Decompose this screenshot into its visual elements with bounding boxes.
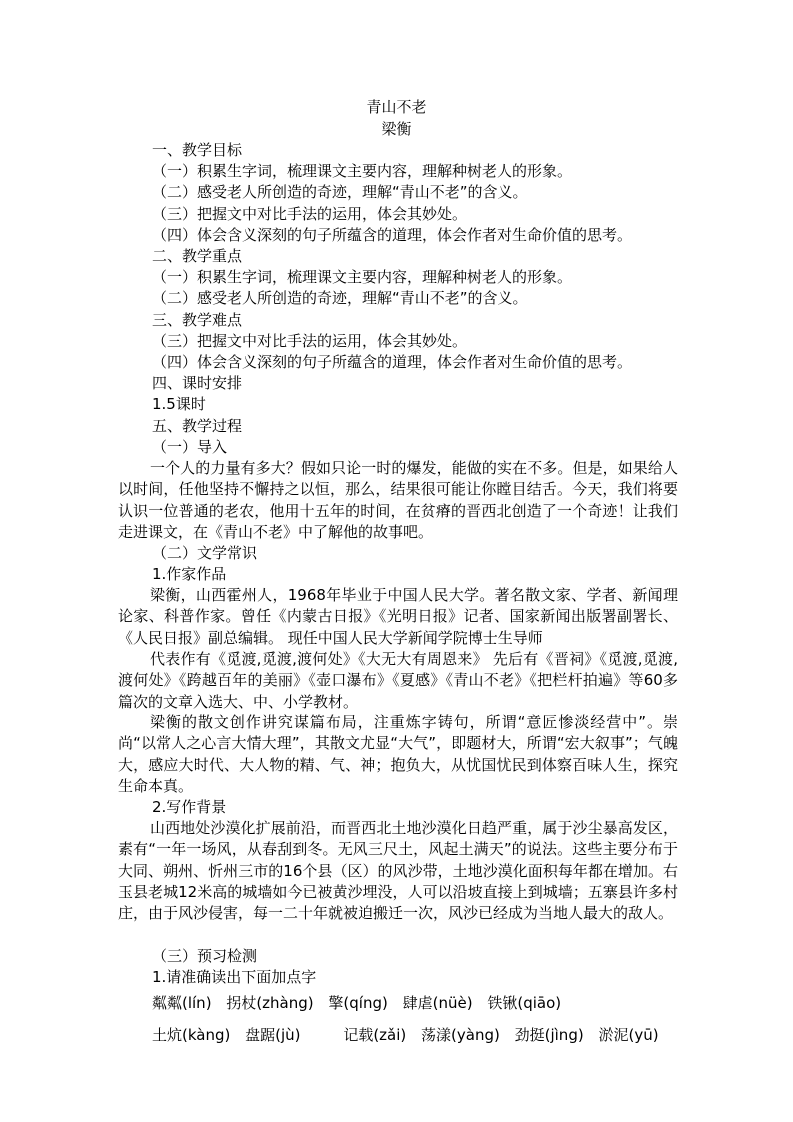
objective-item: （二）感受老人所创造的奇迹，理解“青山不老”的含义。 [152, 183, 528, 201]
objective-item: （三）把握文中对比手法的运用，体会其妙处。 [152, 205, 468, 223]
document-title: 青山不老 [366, 98, 427, 116]
objective-item: （四）体会含义深刻的句子所蕴含的道理，体会作者对生命价值的思考。 [152, 226, 633, 244]
key-point-item: （一）积累生字词，梳理课文主要内容，理解种树老人的形象。 [152, 268, 573, 286]
schedule-text: 1.5课时 [152, 395, 206, 413]
sub-heading-background: 2.写作背景 [152, 798, 227, 816]
intro-paragraph: 一个人的力量有多大？假如只论一时的爆发，能做的实在不多。但是，如果给人以时间，任他坚持不懈持之以恒，那么，结果很可能让你瞠目结舌。今天，我们将要认识一位普通的老农，他用十五年的时间，在贫瘠的晋西北创造了一个奇迹！让我们走进课文，在《青山不老》中了解他的故事吧。 [118, 459, 678, 541]
pinyin-item: 荡漾(yàng) [421, 1026, 500, 1044]
pinyin-item: 肆虐(nüè) [402, 994, 473, 1012]
objective-item: （一）积累生字词，梳理课文主要内容，理解种树老人的形象。 [152, 162, 573, 180]
section-heading-schedule: 四、课时安排 [152, 374, 243, 392]
pinyin-item: 擎(qíng) [328, 994, 388, 1012]
author-bio-paragraph: 梁衡，山西霍州人，1968年毕业于中国人民大学。著名散文家、学者、新闻理论家、科普作家。曾任《内蒙古日报》《光明日报》记者、国家新闻出版署副署长、《人民日报》副总编辑。 现任中国人民大学新闻学院博士生导师 [118, 586, 678, 647]
key-point-item: （二）感受老人所创造的奇迹，理解“青山不老”的含义。 [152, 289, 528, 307]
section-heading-difficulties: 三、教学难点 [152, 311, 243, 329]
pinyin-item: 铁锹(qiāo) [487, 994, 562, 1012]
section-heading-key-points: 二、教学重点 [152, 247, 243, 265]
background-paragraph: 山西地处沙漠化扩展前沿，而晋西北土地沙漠化日趋严重，属于沙尘暴高发区，素有“一年一场风，从春刮到冬。无风三尺土，风起土满天”的说法。这些主要分布于大同、朔州、忻州三市的16个县（区）的风沙带，土地沙漠化面积每年都在增加。右玉县老城12米高的城墙如今已被黄沙埋没，人可以沿坡直接上到城墙；五寨县许多村庄，由于风沙侵害，每一二十年就被迫搬迁一次，风沙已经成为当地人最大的敌人。 [118, 819, 678, 923]
section-heading-process: 五、教学过程 [152, 417, 243, 435]
document-author: 梁衡 [381, 120, 412, 138]
sub-heading-author-works: 1.作家作品 [152, 565, 227, 583]
section-heading-objectives: 一、教学目标 [152, 141, 243, 159]
pinyin-row [152, 992, 571, 1014]
subsection-heading-preview: （三）预习检测 [152, 947, 258, 965]
works-paragraph: 代表作有《觅渡,觅渡,渡何处》《大无大有周恩来》 先后有《晋祠》《觅渡,觅渡,渡何处》《跨越百年的美丽》《壶口瀑布》《夏感》《青山不老》《把栏杆拍遍》等60多篇次的文章入选大、中、小学教材。 [118, 650, 678, 711]
pinyin-item: 粼粼(lín) [152, 994, 212, 1012]
subsection-heading-intro: （一）导入 [152, 438, 228, 456]
difficulty-item: （三）把握文中对比手法的运用，体会其妙处。 [152, 332, 468, 350]
sub-heading-pronunciation: 1.请准确读出下面加点字 [152, 968, 317, 986]
pinyin-item: 淤泥(yū) [598, 1026, 659, 1044]
subsection-heading-literary: （二）文学常识 [152, 544, 258, 562]
difficulty-item: （四）体会含义深刻的句子所蕴含的道理，体会作者对生命价值的思考。 [152, 353, 633, 371]
pinyin-item: 盘踞(jù) [245, 1026, 301, 1044]
pinyin-item: 土炕(kàng) [152, 1026, 231, 1044]
pinyin-row [152, 1024, 669, 1046]
pinyin-item: 记载(zǎi) [343, 1026, 407, 1044]
style-paragraph: 梁衡的散文创作讲究谋篇布局，注重炼字铸句，所谓“意匠惨淡经营中”。崇尚“以常人之心言大情大理”，其散文尤显“大气”，即题材大，所谓“宏大叙事”；气魄大，感应大时代、大人物的精、气、神；抱负大，从忧国忧民到体察百味人生，探究生命本真。 [118, 713, 678, 795]
pinyin-item: 拐杖(zhàng) [226, 994, 314, 1012]
pinyin-item: 劲挺(jìng) [514, 1026, 584, 1044]
